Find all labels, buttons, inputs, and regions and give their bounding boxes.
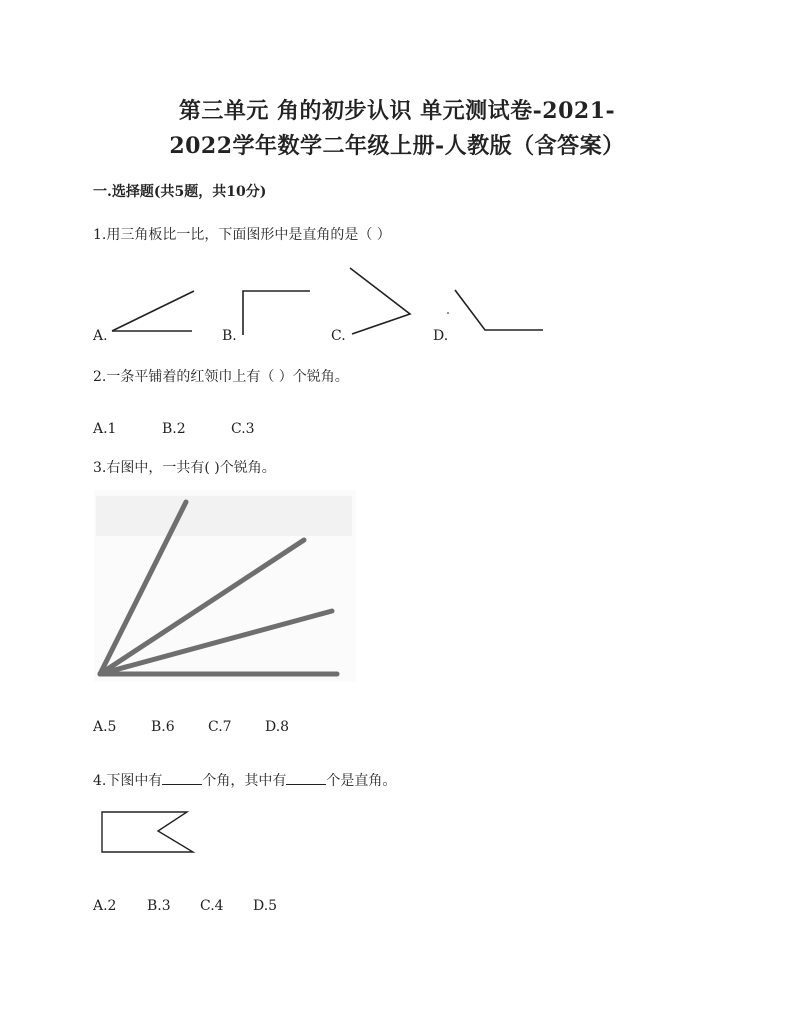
q1-option-d-angle-figure — [445, 282, 549, 338]
q4-option-c: C.4 — [200, 898, 224, 914]
section-heading: 一.选择题(共5题，共10分) — [93, 184, 267, 200]
page-title-line-1: 第三单元 角的初步认识 单元测试卷-2021- — [178, 98, 616, 124]
question-2-text: 2.一条平铺着的红领巾上有（ ）个锐角。 — [93, 369, 349, 385]
q4-answer-blank-2 — [286, 770, 326, 785]
q4-text-part-3: 个是直角。 — [326, 773, 397, 789]
q1-option-c-angle-figure — [340, 262, 420, 338]
q3-option-b: B.6 — [151, 719, 175, 735]
page-title-line-2: 2022学年数学二年级上册-人教版（含答案） — [169, 133, 625, 159]
q2-option-c: C.3 — [231, 421, 255, 437]
q4-pentagon-figure — [100, 810, 198, 856]
q1-option-a-angle-figure — [100, 285, 200, 337]
q4-option-b: B.3 — [147, 898, 171, 914]
q2-option-a: A.1 — [93, 421, 117, 437]
q1-option-b-angle-figure — [236, 285, 316, 337]
q4-text-part-1: 4.下图中有 — [93, 773, 163, 789]
q3-option-c: C.7 — [208, 719, 232, 735]
question-4-text — [93, 770, 396, 790]
q1-option-c-label: C. — [331, 328, 346, 344]
q1-option-b-label: B. — [222, 328, 237, 344]
q3-angle-rays-figure — [94, 490, 356, 682]
q4-text-part-2: 个角，其中有 — [202, 773, 287, 789]
q4-answer-blank-1 — [162, 770, 202, 785]
q1-option-d-label: D. — [433, 328, 449, 344]
q3-option-d: D.8 — [265, 719, 290, 735]
q4-option-a: A.2 — [93, 898, 117, 914]
q4-option-d: D.5 — [253, 898, 278, 914]
q2-option-b: B.2 — [162, 421, 186, 437]
question-1-text: 1.用三角板比一比，下面图形中是直角的是（ ） — [93, 227, 391, 243]
q3-option-a: A.5 — [93, 719, 117, 735]
q1-option-a-label: A. — [93, 328, 108, 344]
question-3-text: 3.右图中，一共有( )个锐角。 — [93, 460, 276, 476]
